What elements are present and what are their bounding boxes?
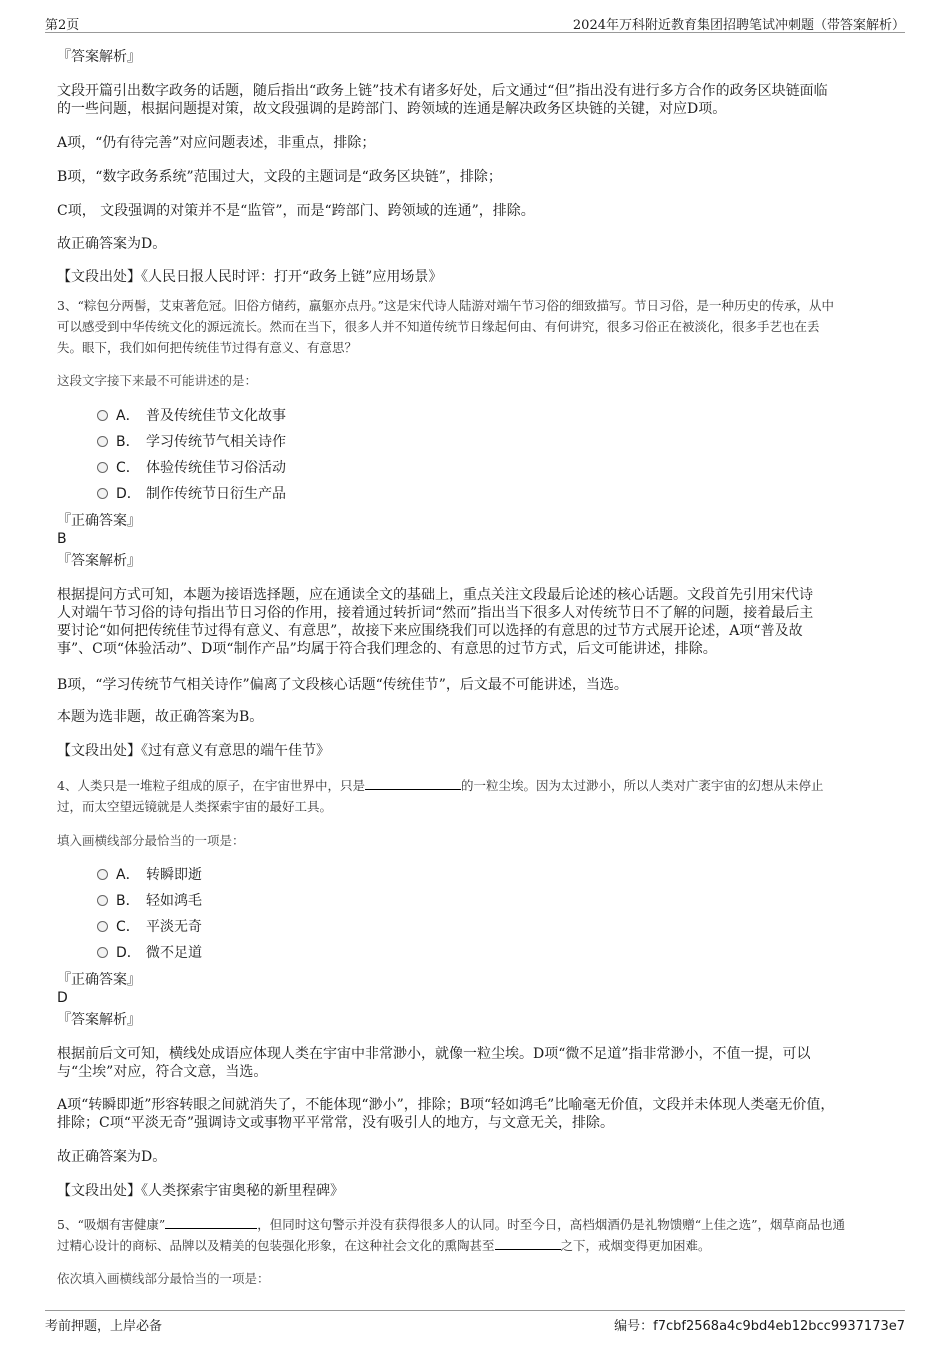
option-c[interactable] — [97, 457, 286, 477]
option-text: 转瞬即逝 — [146, 867, 202, 883]
radio-icon[interactable] — [97, 462, 108, 473]
option-letter: B． — [116, 434, 140, 450]
radio-icon[interactable] — [97, 869, 108, 880]
option-analysis-c: C项， 文段强调的对策并不是“监管”，而是“跨部门、跨领域的连通”，排除。 — [57, 203, 535, 219]
radio-icon[interactable] — [97, 947, 108, 958]
page-footer — [45, 1310, 905, 1334]
document-code — [614, 1315, 905, 1334]
option-letter: B． — [116, 893, 140, 909]
option-text: 平淡无奇 — [146, 919, 202, 935]
correct-answer-label: 『正确答案』 — [57, 513, 141, 529]
radio-icon[interactable] — [97, 921, 108, 932]
analysis-label: 『答案解析』 — [57, 1012, 141, 1028]
option-text: 轻如鸿毛 — [146, 893, 202, 909]
code-value: f7cbf2568a4c9bd4eb12bcc9937173e7 — [653, 1319, 905, 1334]
fill-blank — [165, 1215, 257, 1229]
option-b[interactable] — [97, 890, 202, 910]
radio-icon[interactable] — [97, 410, 108, 421]
option-d[interactable] — [97, 483, 286, 503]
option-analysis-b: B项，“数字政务系统”范围过大，文段的主题词是“政务区块链”，排除； — [57, 169, 502, 185]
option-analysis-other: 排除；C项“平淡无奇”强调诗文或事物平平常常，没有吸引人的地方，与文意无关，排除。 — [57, 1115, 615, 1131]
option-text: 学习传统节气相关诗作 — [146, 434, 286, 450]
option-letter: C． — [116, 460, 140, 476]
option-letter: A． — [116, 867, 140, 883]
question-text: 5、“吸烟有害健康” — [57, 1217, 166, 1232]
option-text: 制作传统节日衍生产品 — [146, 486, 286, 502]
question-text-line: 可以感受到中华传统文化的源远流长。然而在当下，很多人并不知道传统节日缘起何由、有何讲究，很多习俗正在被淡化，很多手艺也在丢 — [57, 319, 820, 334]
correct-answer: B — [57, 531, 67, 547]
question-text-line: 过，而太空望远镜就是人类探索宇宙的最好工具。 — [57, 799, 333, 814]
analysis-text-line: 根据提问方式可知，本题为接语选择题，应在通读全文的基础上，重点关注文段最后论述的核心话题。文段首先引用宋代诗 — [57, 587, 813, 603]
option-text: 体验传统佳节习俗活动 — [146, 460, 286, 476]
option-analysis-b: B项，“学习传统节气相关诗作”偏离了文段核心话题“传统佳节”，后文最不可能讲述，当选。 — [57, 677, 628, 693]
fill-blank — [495, 1236, 561, 1250]
question-prompt: 这段文字接下来最不可能讲述的是： — [57, 373, 258, 388]
page-number: 第2页 — [45, 18, 80, 33]
option-d[interactable] — [97, 942, 202, 962]
conclusion: 故正确答案为D。 — [57, 236, 167, 252]
option-a[interactable] — [97, 405, 286, 425]
question-prompt: 填入画横线部分最恰当的一项是： — [57, 833, 245, 848]
analysis-text-line: 要讨论“如何把传统佳节过得有意义、有意思”，故接下来应围绕我们可以选择的有意思的过节方式展开论述，A项“普及故 — [57, 623, 803, 639]
source: 【文段出处】《人民日报人民时评：打开“政务上链”应用场景》 — [57, 269, 443, 285]
option-letter: D． — [116, 486, 141, 502]
option-letter: A． — [116, 408, 140, 424]
footer-slogan: 考前押题，上岸必备 — [45, 1319, 163, 1334]
question-text-line — [57, 1214, 897, 1235]
radio-icon[interactable] — [97, 895, 108, 906]
option-c[interactable] — [97, 916, 202, 936]
page-header — [45, 12, 905, 33]
option-letter: D． — [116, 945, 141, 961]
question-text: 之下，戒烟变得更加困难。 — [560, 1238, 711, 1253]
option-analysis-other: A项“转瞬即逝”形容转眼之间就消失了，不能体现“渺小”，排除；B项“轻如鸿毛”比喻毫无价值，文段并未体现人类毫无价值， — [57, 1097, 835, 1113]
radio-icon[interactable] — [97, 488, 108, 499]
conclusion: 本题为选非题，故正确答案为B。 — [57, 709, 264, 725]
option-a[interactable] — [97, 864, 202, 884]
question-text-line: 3、“粽包分两髻，艾束著危冠。旧俗方储药，羸躯亦点丹。”这是宋代诗人陆游对端午节习俗的细致描写。节日习俗，是一种历史的传承，从中 — [57, 298, 834, 313]
fill-blank — [365, 776, 461, 790]
analysis-text-line: 人对端午节习俗的诗句指出节日习俗的作用，接着通过转折词“然而”指出当下很多人对传统节日不了解的问题，接着最后主 — [57, 605, 814, 621]
question-text: 过精心设计的商标、品牌以及精美的包装强化形象，在这种社会文化的熏陶甚至 — [57, 1238, 495, 1253]
option-text: 微不足道 — [146, 945, 202, 961]
correct-answer: D — [57, 990, 68, 1006]
option-text: 普及传统佳节文化故事 — [146, 408, 286, 424]
analysis-text-line: 的一些问题，根据问题提对策，故文段强调的是跨部门、跨领域的连通是解决政务区块链的关键，对应D项。 — [57, 101, 727, 117]
question-text-line — [57, 775, 897, 796]
correct-answer-label: 『正确答案』 — [57, 972, 141, 988]
question-text-line: 失。眼下，我们如何把传统佳节过得有意义、有意思？ — [57, 340, 358, 355]
analysis-label: 『答案解析』 — [57, 49, 141, 65]
analysis-label: 『答案解析』 — [57, 553, 141, 569]
conclusion: 故正确答案为D。 — [57, 1149, 167, 1165]
option-b[interactable] — [97, 431, 286, 451]
question-text: ，但同时这句警示并没有获得很多人的认同。时至今日，高档烟酒仍是礼物馈赠“上佳之选”，烟草商品也通 — [257, 1217, 846, 1232]
document-title: 2024年万科附近教育集团招聘笔试冲刺题（带答案解析） — [572, 18, 905, 33]
analysis-text-line: 文段开篇引出数字政务的话题，随后指出“政务上链”技术有诸多好处，后文通过“但”指出没有进行多方合作的政务区块链面临 — [57, 83, 828, 99]
source: 【文段出处】《人类探索宇宙奥秘的新里程碑》 — [57, 1183, 344, 1199]
question-text: 的一粒尘埃。因为太过渺小，所以人类对广袤宇宙的幻想从未停止 — [460, 778, 824, 793]
code-label: 编号： — [614, 1319, 654, 1334]
question-text: 4、人类只是一堆粒子组成的原子，在宇宙世界中，只是 — [57, 778, 365, 793]
source: 【文段出处】《过有意义有意思的端午佳节》 — [57, 743, 330, 759]
radio-icon[interactable] — [97, 436, 108, 447]
question-text-line — [57, 1235, 897, 1256]
analysis-text-line: 事”、C项“体验活动”、D项“制作产品”均属于符合我们理念的、有意思的过节方式，后文可能讲述，排除。 — [57, 641, 717, 657]
analysis-text-line: 根据前后文可知，横线处成语应体现人类在宇宙中非常渺小，就像一粒尘埃。D项“微不足道”指非常渺小，不值一提，可以 — [57, 1046, 811, 1062]
option-letter: C． — [116, 919, 140, 935]
option-analysis-a: A项，“仍有待完善”对应问题表述，非重点，排除； — [57, 135, 376, 151]
question-prompt: 依次填入画横线部分最恰当的一项是： — [57, 1271, 270, 1286]
analysis-text-line: 与“尘埃”对应，符合文意，当选。 — [57, 1064, 268, 1080]
